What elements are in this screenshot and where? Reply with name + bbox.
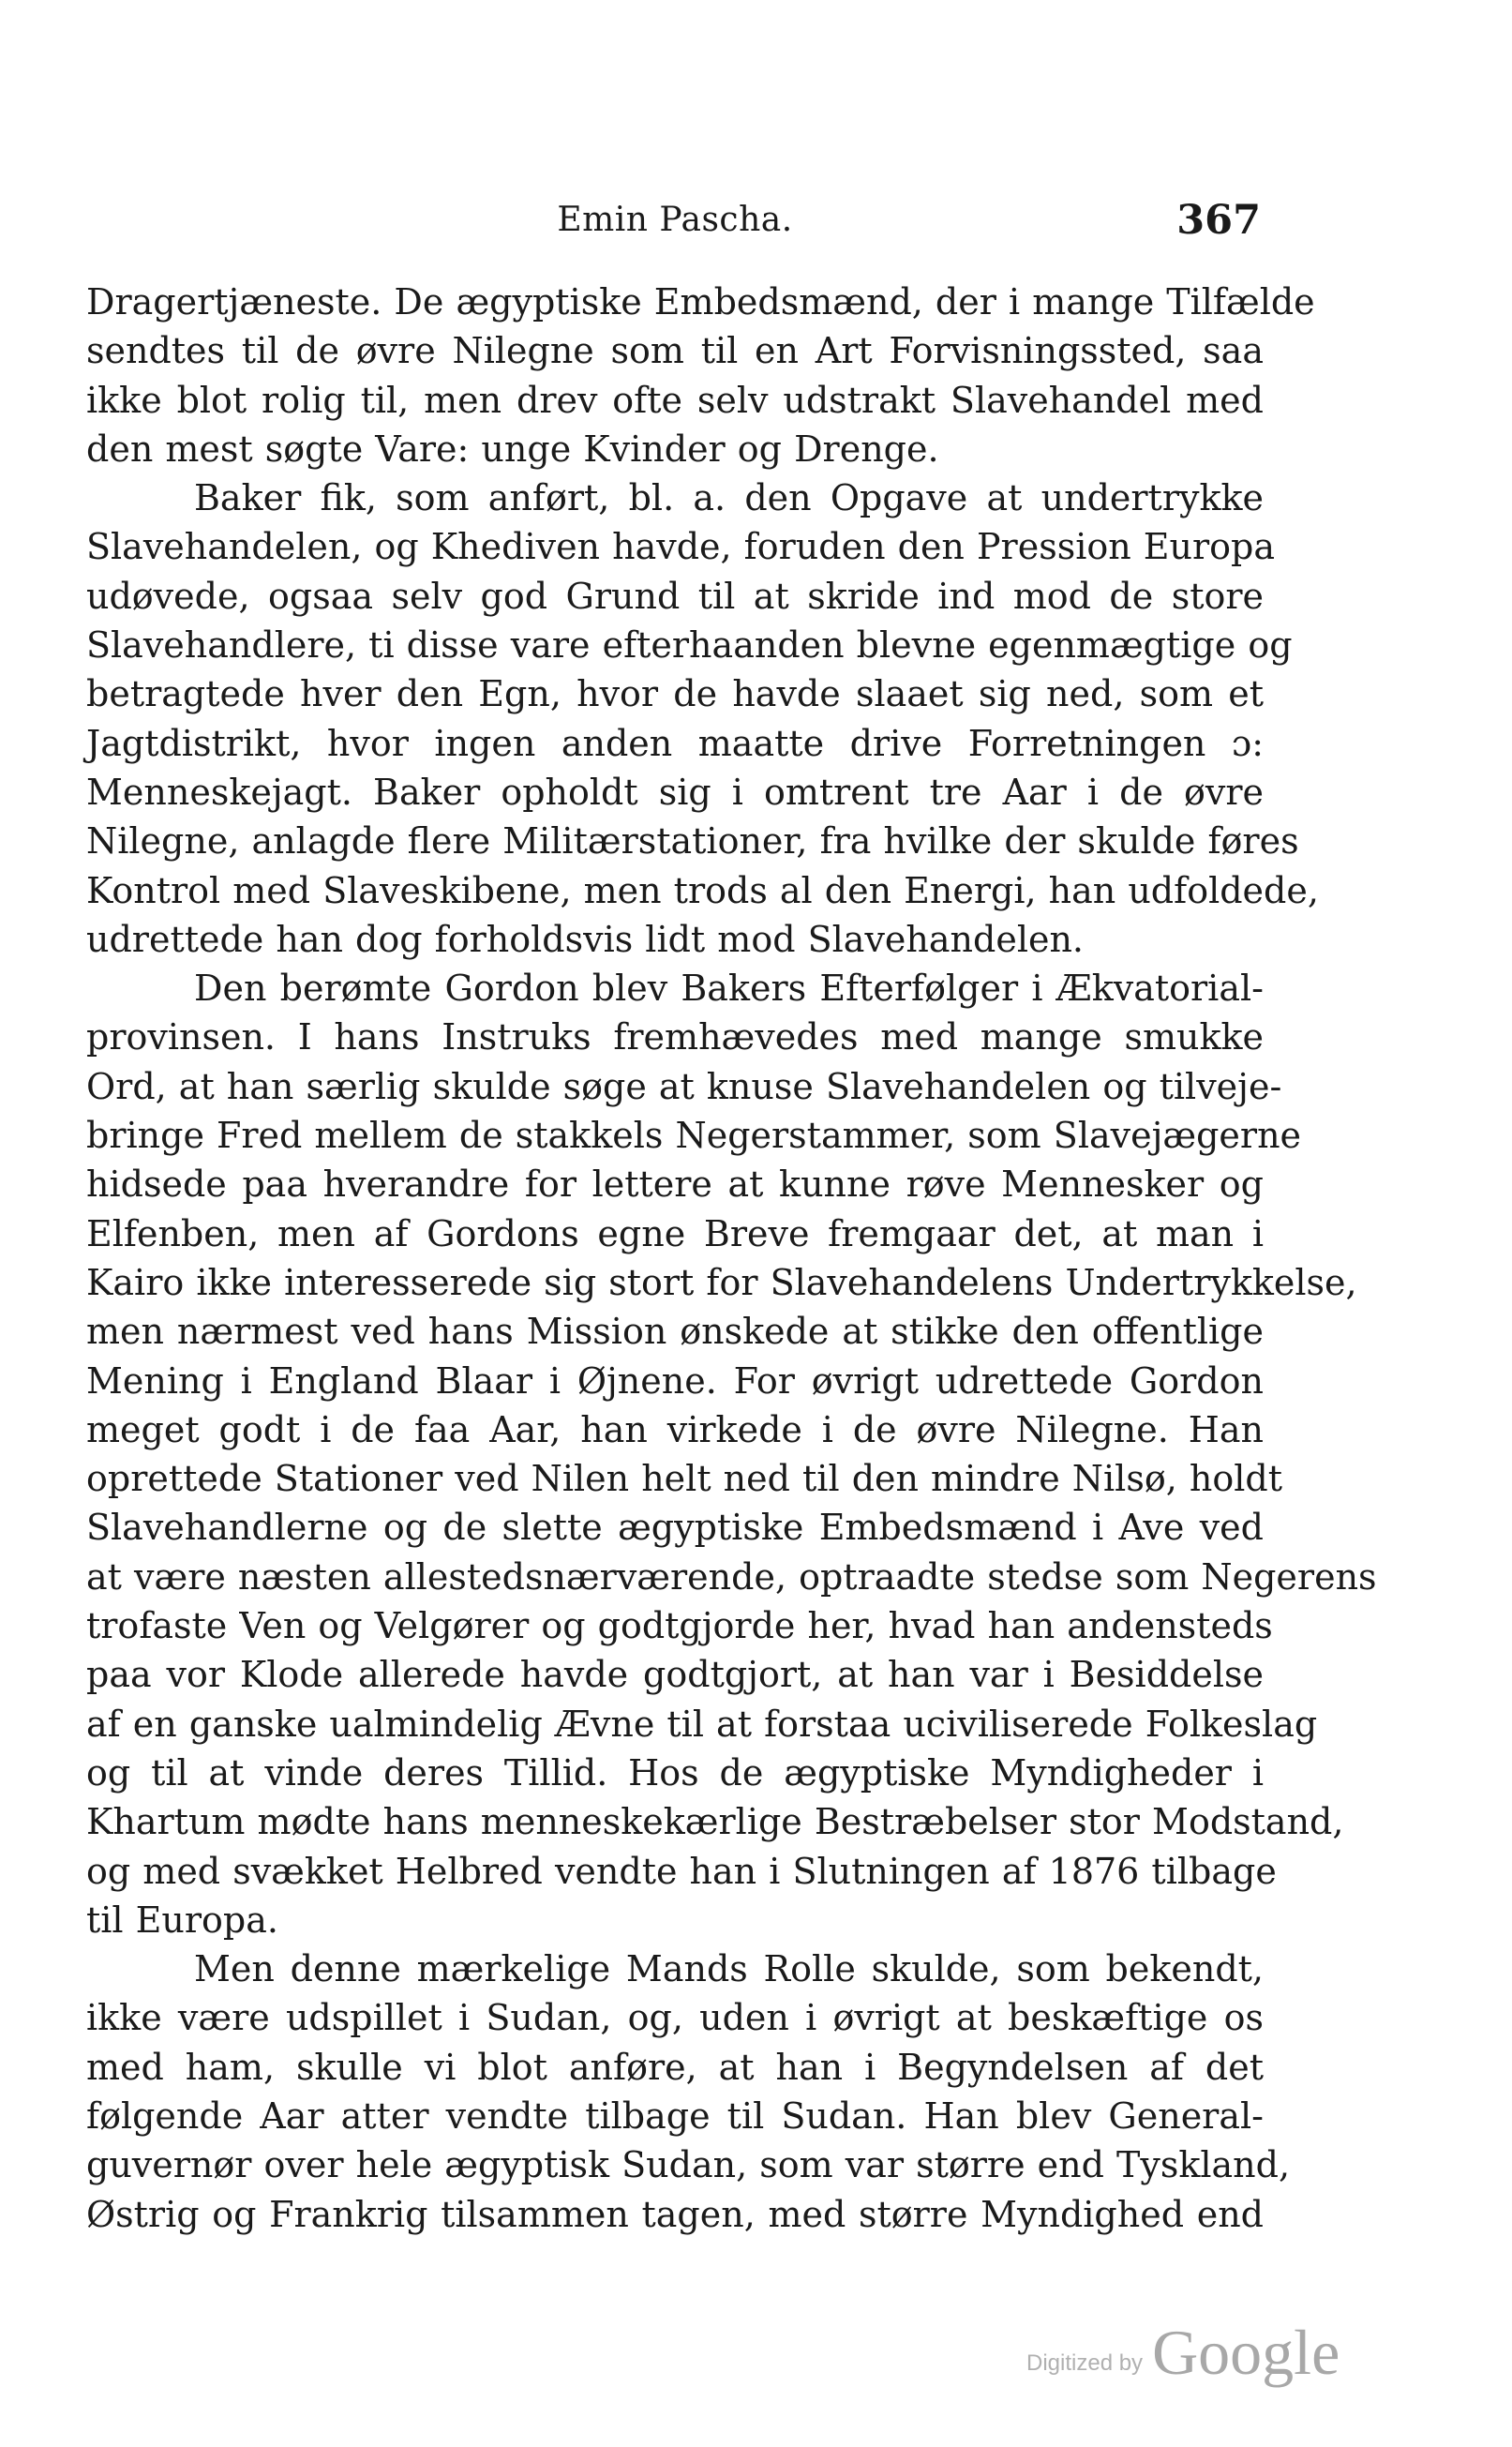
text-line: trofaste Ven og Velgører og godtgjorde her, hvad han andensteds xyxy=(86,1605,1273,1647)
text-line: følgende Aar atter vendte tilbage til Sudan. Han blev General- xyxy=(86,2094,1264,2137)
running-title: Emin Pascha. xyxy=(557,201,793,239)
text-line: Menneskejagt. Baker opholdt sig i omtrent tre Aar i de øvre xyxy=(86,771,1264,813)
text-line: med ham, skulle vi blot anføre, at han i Begyndelsen af det xyxy=(86,2046,1264,2088)
text-line: provinsen. I hans Instruks fremhævedes med mange smukke xyxy=(86,1016,1264,1058)
text-line: Nilegne, anlagde flere Militærstationer, fra hvilke der skulde føres xyxy=(86,820,1299,863)
text-line: Østrig og Frankrig tilsammen tagen, med større Myndighed end xyxy=(86,2193,1264,2235)
text-line: Khartum mødte hans menneskekærlige Bestræbelser stor Modstand, xyxy=(86,1801,1344,1843)
text-line: Slavehandlere, ti disse vare efterhaanden blevne egenmægtige og xyxy=(86,624,1293,667)
text-line: udøvede, ogsaa selv god Grund til at skride ind mod de store xyxy=(86,575,1264,617)
text-line: og med svækket Helbred vendte han i Slutningen af 1876 tilbage xyxy=(86,1850,1277,1892)
text-line: paa vor Klode allerede havde godtgjort, at han var i Besiddelse xyxy=(86,1654,1264,1696)
text-line: ikke blot rolig til, men drev ofte selv udstrakt Slavehandel med xyxy=(86,379,1264,421)
text-line: den mest søgte Vare: unge Kvinder og Drenge. xyxy=(86,428,939,470)
text-line: Baker fik, som anført, bl. a. den Opgave at undertrykke xyxy=(194,477,1264,519)
text-line: ikke være udspillet i Sudan, og, uden i øvrigt at beskæftige os xyxy=(86,1997,1264,2039)
text-line: Elfenben, men af Gordons egne Breve fremgaar det, at man i xyxy=(86,1212,1264,1254)
text-line: Men denne mærkelige Mands Rolle skulde, som bekendt, xyxy=(194,1948,1264,1990)
page-number: 367 xyxy=(1176,197,1261,244)
text-line: udrettede han dog forholdsvis lidt mod Slavehandelen. xyxy=(86,918,1085,960)
text-line: Slavehandelen, og Khediven havde, foruden den Pression Europa xyxy=(86,526,1276,568)
google-logo: Google xyxy=(1152,2317,1340,2388)
digitized-watermark xyxy=(1026,2311,1340,2386)
text-line: Dragertjæneste. De ægyptiske Embedsmænd, der i mange Tilfælde xyxy=(86,281,1315,323)
text-line: Slavehandlerne og de slette ægyptiske Embedsmænd i Ave ved xyxy=(86,1507,1264,1549)
text-line: hidsede paa hverandre for lettere at kunne røve Mennesker og xyxy=(86,1163,1264,1206)
text-line: Kairo ikke interesserede sig stort for Slavehandelens Undertrykkelse, xyxy=(86,1261,1357,1303)
text-line: meget godt i de faa Aar, han virkede i de øvre Nilegne. Han xyxy=(86,1408,1264,1450)
text-line: betragtede hver den Egn, hvor de havde slaaet sig ned, som et xyxy=(86,673,1264,715)
text-line: af en ganske ualmindelig Ævne til at forstaa uciviliserede Folkeslag xyxy=(86,1703,1318,1745)
watermark-prefix: Digitized by xyxy=(1026,2350,1144,2376)
text-line: Ord, at han særlig skulde søge at knuse Slavehandelen og tilveje- xyxy=(86,1065,1282,1107)
text-line: sendtes til de øvre Nilegne som til en Art Forvisningssted, saa xyxy=(86,330,1264,372)
text-line: men nærmest ved hans Mission ønskede at stikke den offentlige xyxy=(86,1311,1264,1353)
running-head xyxy=(89,192,1261,248)
text-line: Kontrol med Slaveskibene, men trods al den Energi, han udfoldede, xyxy=(86,869,1319,911)
text-line: at være næsten allestedsnærværende, optraadte stedse som Negerens xyxy=(86,1555,1377,1598)
text-line: og til at vinde deres Tillid. Hos de ægyptiske Myndigheder i xyxy=(86,1751,1264,1794)
text-line: Jagtdistrikt, hvor ingen anden maatte drive Forretningen ɔ: xyxy=(86,722,1264,764)
text-line: til Europa. xyxy=(86,1899,278,1941)
body-text xyxy=(86,278,1377,2239)
text-line: bringe Fred mellem de stakkels Negerstammer, som Slavejægerne xyxy=(86,1115,1302,1157)
text-line: oprettede Stationer ved Nilen helt ned til den mindre Nilsø, holdt xyxy=(86,1458,1282,1500)
text-line: Den berømte Gordon blev Bakers Efterfølger i Ækvatorial- xyxy=(194,968,1264,1010)
text-line: Mening i England Blaar i Øjnene. For øvrigt udrettede Gordon xyxy=(86,1359,1264,1402)
text-line: guvernør over hele ægyptisk Sudan, som var større end Tyskland, xyxy=(86,2144,1291,2186)
